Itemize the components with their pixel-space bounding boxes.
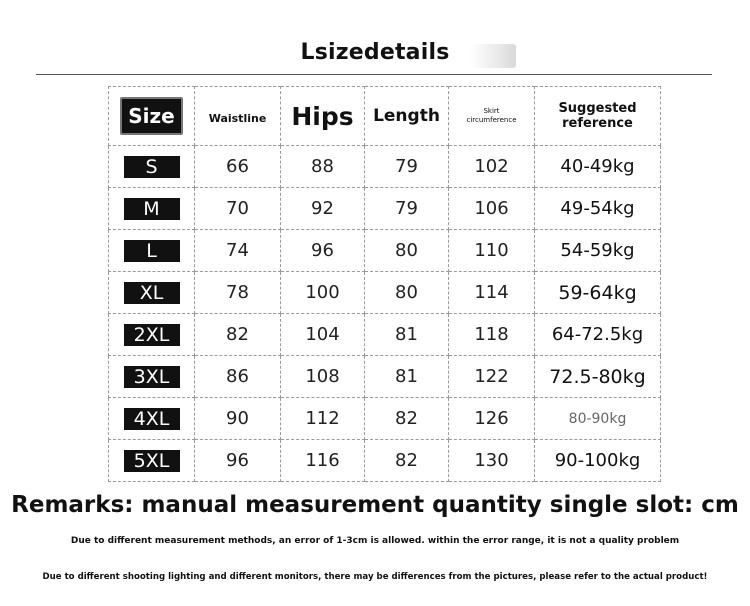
length-cell: 79 — [365, 188, 449, 230]
table-row — [109, 398, 661, 440]
hips-cell: 116 — [281, 440, 365, 482]
length-cell: 81 — [365, 356, 449, 398]
skirt-cell: 106 — [449, 188, 535, 230]
reference-cell: 40-49kg — [535, 146, 661, 188]
size-cell — [109, 314, 195, 356]
header-skirt-circumference — [449, 87, 535, 146]
size-tag: S — [124, 156, 180, 178]
waistline-cell: 78 — [195, 272, 281, 314]
header-length-label: Length — [373, 106, 440, 126]
reference-cell: 54-59kg — [535, 230, 661, 272]
hips-cell: 100 — [281, 272, 365, 314]
table-row — [109, 272, 661, 314]
hips-cell: 112 — [281, 398, 365, 440]
skirt-cell: 126 — [449, 398, 535, 440]
size-cell — [109, 146, 195, 188]
size-cell — [109, 272, 195, 314]
title-divider — [36, 74, 712, 75]
header-hips-label: Hips — [291, 101, 354, 131]
header-waistline-label: Waistline — [208, 111, 267, 125]
size-tag: 3XL — [124, 366, 180, 388]
reference-cell: 80-90kg — [535, 398, 661, 440]
hips-cell: 104 — [281, 314, 365, 356]
length-cell: 80 — [365, 230, 449, 272]
header-ref-line1: Suggested — [558, 101, 637, 116]
size-cell — [109, 230, 195, 272]
blurred-watermark — [470, 44, 516, 68]
reference-cell: 90-100kg — [535, 440, 661, 482]
length-cell: 80 — [365, 272, 449, 314]
hips-cell: 108 — [281, 356, 365, 398]
size-tag: 4XL — [124, 408, 180, 430]
length-cell: 82 — [365, 398, 449, 440]
skirt-cell: 130 — [449, 440, 535, 482]
page-title: Lsizedetails — [300, 40, 450, 65]
header-suggested-reference — [535, 87, 661, 146]
size-tag: XL — [124, 282, 180, 304]
waistline-cell: 90 — [195, 398, 281, 440]
skirt-cell: 118 — [449, 314, 535, 356]
header-hips — [281, 87, 365, 146]
reference-cell: 72.5-80kg — [535, 356, 661, 398]
waistline-cell: 86 — [195, 356, 281, 398]
reference-cell: 64-72.5kg — [535, 314, 661, 356]
reference-cell: 49-54kg — [535, 188, 661, 230]
skirt-cell: 122 — [449, 356, 535, 398]
waistline-cell: 96 — [195, 440, 281, 482]
size-tag: M — [124, 198, 180, 220]
hips-cell: 92 — [281, 188, 365, 230]
header-skirt-line2: circumference — [466, 116, 517, 124]
length-cell: 82 — [365, 440, 449, 482]
table-row — [109, 146, 661, 188]
size-cell — [109, 356, 195, 398]
hips-cell: 96 — [281, 230, 365, 272]
header-ref-line2: reference — [562, 116, 633, 131]
header-waistline — [195, 87, 281, 146]
table-row — [109, 440, 661, 482]
table-row — [109, 314, 661, 356]
color-difference-note: Due to different shooting lighting and different monitors, there may be differences from the pictures, please refer to the actual product! — [42, 572, 708, 582]
reference-cell: 59-64kg — [535, 272, 661, 314]
hips-cell: 88 — [281, 146, 365, 188]
skirt-cell: 110 — [449, 230, 535, 272]
table-header-row — [109, 87, 661, 146]
header-length — [365, 87, 449, 146]
size-cell — [109, 440, 195, 482]
waistline-cell: 66 — [195, 146, 281, 188]
measurement-error-note: Due to different measurement methods, an error of 1-3cm is allowed. within the error range, it is not a quality problem — [70, 536, 680, 546]
size-tag: 2XL — [124, 324, 180, 346]
remarks-text: Remarks: manual measurement quantity single slot: cm — [11, 492, 739, 518]
size-tag: 5XL — [124, 450, 180, 472]
skirt-cell: 114 — [449, 272, 535, 314]
header-skirt-line1: Skirt — [483, 107, 500, 115]
waistline-cell: 74 — [195, 230, 281, 272]
size-tag: L — [124, 240, 180, 262]
table-row — [109, 188, 661, 230]
table-row — [109, 230, 661, 272]
header-size-label: Size — [120, 97, 182, 135]
header-size — [109, 87, 195, 146]
waistline-cell: 70 — [195, 188, 281, 230]
size-cell — [109, 188, 195, 230]
table-row — [109, 356, 661, 398]
length-cell: 81 — [365, 314, 449, 356]
skirt-cell: 102 — [449, 146, 535, 188]
size-cell — [109, 398, 195, 440]
length-cell: 79 — [365, 146, 449, 188]
waistline-cell: 82 — [195, 314, 281, 356]
size-chart-table — [108, 86, 661, 482]
